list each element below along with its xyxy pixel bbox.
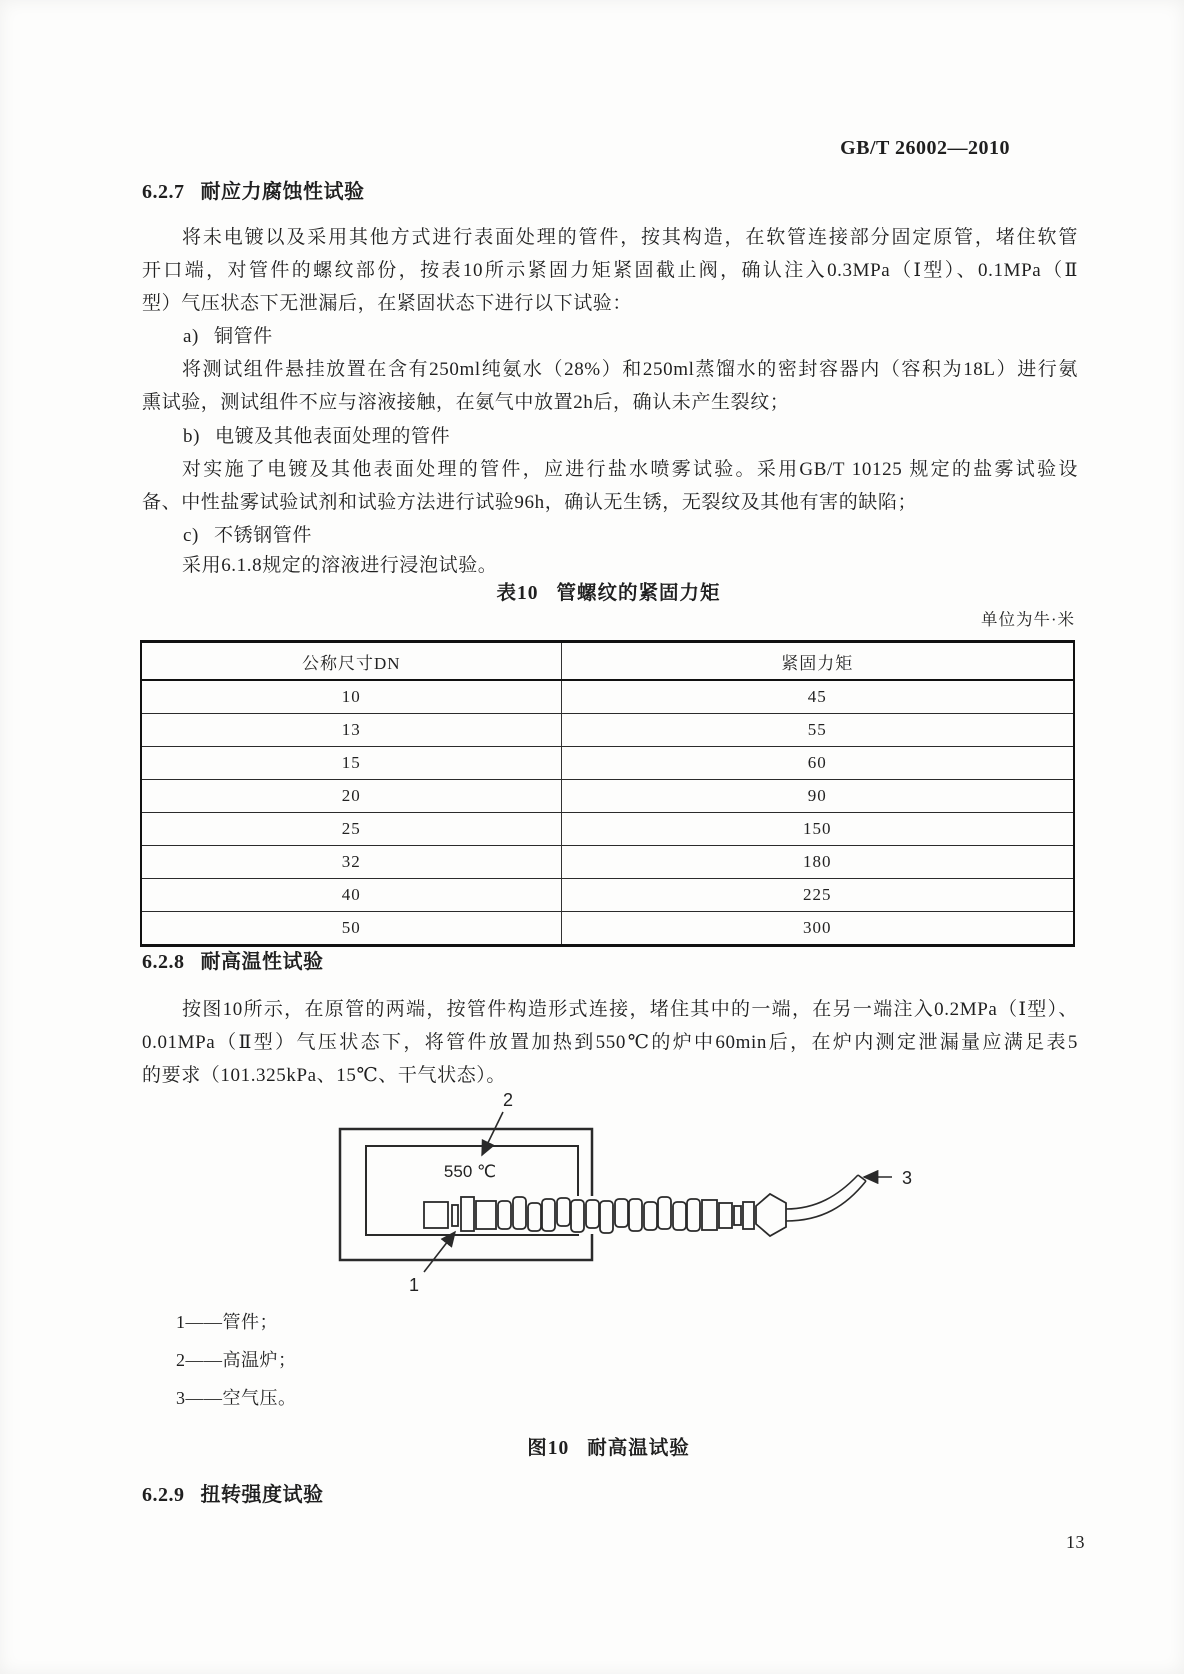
furnace-outer-wall bbox=[340, 1129, 592, 1260]
text-line: 型）气压状态下无泄漏后，在紧固状态下进行以下试验： bbox=[142, 293, 633, 314]
list-item-a bbox=[142, 320, 273, 353]
figure-legend-item-1: 1——管件； bbox=[176, 1312, 278, 1332]
item-text: 电镀及其他表面处理的管件 bbox=[215, 426, 451, 447]
section-heading-6-2-9 bbox=[142, 1479, 324, 1512]
cell-dn: 25 bbox=[141, 813, 561, 846]
list-item-b bbox=[142, 420, 450, 453]
table-row bbox=[141, 813, 1074, 846]
cell-torque: 45 bbox=[561, 680, 1074, 714]
cell-dn: 32 bbox=[141, 846, 561, 879]
hose-bell-fitting bbox=[756, 1194, 786, 1236]
hose-end-cap bbox=[424, 1202, 448, 1228]
table-row bbox=[141, 780, 1074, 813]
figure10-drawing bbox=[300, 1080, 960, 1305]
section-number: 6.2.9 bbox=[142, 1484, 185, 1506]
item-text: 不锈钢管件 bbox=[213, 525, 312, 546]
text-line: 熏试验，测试组件不应与溶液接触，在氨气中放置2h后，确认未产生裂纹； bbox=[142, 392, 790, 413]
table10-title bbox=[142, 577, 1075, 610]
cell-torque: 90 bbox=[561, 780, 1074, 813]
section-heading-6-2-8 bbox=[142, 946, 324, 979]
figure-label: 图10 bbox=[527, 1438, 570, 1459]
table-row bbox=[141, 714, 1074, 747]
table-row bbox=[141, 680, 1074, 714]
table-row bbox=[141, 912, 1074, 946]
table-row bbox=[141, 879, 1074, 912]
paragraph-628 bbox=[142, 993, 1078, 1092]
cell-dn: 10 bbox=[141, 680, 561, 714]
text-line: 备、中性盐雾试验试剂和试验方法进行试验96h，确认无生锈，无裂纹及其他有害的缺陷； bbox=[142, 492, 918, 513]
callout-2-label: 2 bbox=[502, 1090, 514, 1110]
table-header-row bbox=[141, 642, 1074, 681]
column-header-torque: 紧固力矩 bbox=[561, 642, 1074, 681]
paragraph-627-b bbox=[142, 453, 1078, 519]
cell-dn: 13 bbox=[141, 714, 561, 747]
section-title: 耐高温性试验 bbox=[200, 951, 324, 973]
text-line: 开口端，对管件的螺纹部份，按表10所示紧固力矩紧固截止阀，确认注入0.3MPa（Ⅰ型）、0.1MPa（Ⅱ bbox=[142, 260, 1078, 281]
hose-nut bbox=[702, 1200, 717, 1230]
cell-torque: 55 bbox=[561, 714, 1074, 747]
flexible-hose bbox=[424, 1194, 786, 1236]
text-line: 将测试组件悬挂放置在含有250ml纯氨水（28%）和250ml蒸馏水的密封容器内（容积为18L）进行氨 bbox=[182, 359, 1078, 380]
paragraph-627-intro bbox=[142, 221, 1078, 320]
text-line: 按图10所示，在原管的两端，按管件构造形式连接，堵住其中的一端，在另一端注入0.2MPa（Ⅰ型）、 bbox=[182, 999, 1078, 1020]
cell-dn: 40 bbox=[141, 879, 561, 912]
cell-torque: 225 bbox=[561, 879, 1074, 912]
cell-dn: 15 bbox=[141, 747, 561, 780]
item-label: b) bbox=[183, 426, 201, 447]
section-number: 6.2.8 bbox=[142, 951, 185, 973]
list-item-c bbox=[142, 519, 312, 552]
table-row bbox=[141, 747, 1074, 780]
text-line: 将未电镀以及采用其他方式进行表面处理的管件，按其构造，在软管连接部分固定原管，堵住软管 bbox=[182, 227, 1078, 248]
figure-caption-text: 耐高温试验 bbox=[587, 1438, 690, 1459]
text-line: 采用6.1.8规定的溶液进行浸泡试验。 bbox=[182, 555, 498, 576]
page-number: 13 bbox=[1066, 1532, 1085, 1552]
column-header-dn: 公称尺寸DN bbox=[141, 642, 561, 681]
section-title: 耐应力腐蚀性试验 bbox=[200, 181, 365, 203]
cell-torque: 300 bbox=[561, 912, 1074, 946]
section-heading-6-2-7 bbox=[142, 176, 365, 209]
section-number: 6.2.7 bbox=[142, 181, 185, 203]
text-line: 0.01MPa（Ⅱ型）气压状态下，将管件放置加热到550℃的炉中60min后，在炉内测定泄漏量应满足表5 bbox=[142, 1032, 1078, 1053]
callout-2-arrow bbox=[482, 1112, 503, 1155]
figure-legend-item-3: 3——空气压。 bbox=[176, 1388, 297, 1408]
paragraph-627-a bbox=[142, 353, 1078, 419]
item-label: a) bbox=[183, 326, 199, 347]
cell-torque: 150 bbox=[561, 813, 1074, 846]
figure-legend-item-2: 2——高温炉； bbox=[176, 1350, 297, 1370]
callout-1-label: 1 bbox=[408, 1275, 420, 1295]
section-title: 扭转强度试验 bbox=[200, 1484, 324, 1506]
air-supply-tube bbox=[786, 1175, 866, 1221]
figure10-caption bbox=[142, 1432, 1075, 1465]
cell-dn: 50 bbox=[141, 912, 561, 946]
item-label: c) bbox=[183, 525, 199, 546]
table10 bbox=[140, 640, 1075, 947]
text-line: 对实施了电镀及其他表面处理的管件，应进行盐水喷雾试验。采用GB/T 10125 规定的盐雾试验设 bbox=[182, 459, 1078, 480]
callout-3-label: 3 bbox=[901, 1168, 913, 1188]
standard-code-header: GB/T 26002—2010 bbox=[840, 137, 1010, 159]
cell-torque: 60 bbox=[561, 747, 1074, 780]
table-title-text: 管螺纹的紧固力矩 bbox=[556, 583, 721, 604]
item-text: 铜管件 bbox=[213, 326, 273, 347]
furnace-temperature-label: 550 ℃ bbox=[443, 1162, 497, 1181]
callout-1-arrow bbox=[424, 1232, 455, 1272]
cell-dn: 20 bbox=[141, 780, 561, 813]
table-label: 表10 bbox=[496, 583, 539, 604]
table-row bbox=[141, 846, 1074, 879]
table10-unit-note: 单位为牛·米 bbox=[981, 610, 1075, 629]
text-line: 的要求（101.325kPa、15℃、干气状态）。 bbox=[142, 1065, 507, 1086]
cell-torque: 180 bbox=[561, 846, 1074, 879]
